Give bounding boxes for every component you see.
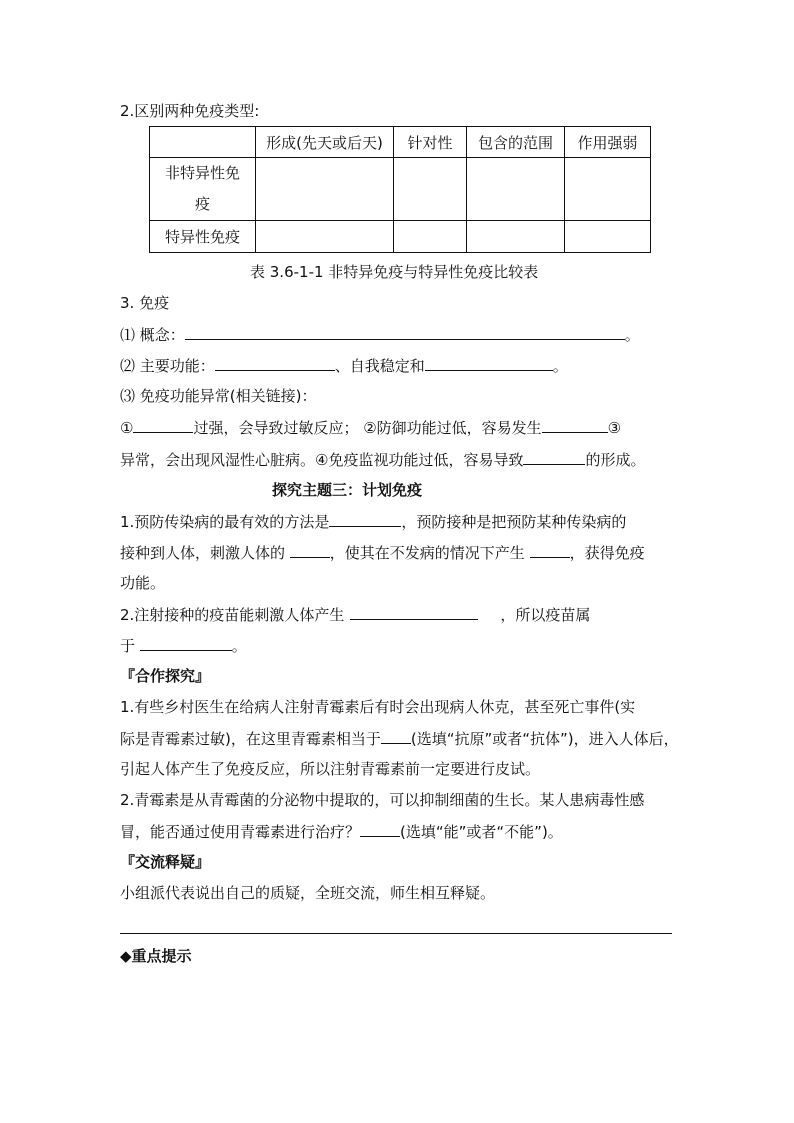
q1-text-c: 接种到人体，刺激人体的 — [120, 544, 290, 562]
table-cell-empty — [394, 158, 467, 221]
cooperate-p1-line-1: 1.有些乡村医生在给病人注射青霉素后有时会出现病人休克，甚至死亡事件(实 — [120, 698, 636, 716]
key-points-heading: ◆重点提示 — [120, 947, 192, 965]
abnormal-blank-1[interactable] — [133, 417, 193, 433]
table-row-name — [150, 158, 256, 221]
functions-end: 。 — [552, 357, 568, 375]
cooperate-p2-line-2 — [120, 821, 563, 842]
q2-line-1 — [120, 604, 590, 625]
table-row — [150, 221, 651, 253]
table-cell-empty — [467, 158, 565, 221]
q1-text-e: ，获得免疫 — [569, 544, 645, 562]
table-header-specificity: 针对性 — [394, 127, 467, 158]
cooperate-p1-text-b: (选填“抗原”或者“抗体”)，进入人体后， — [410, 730, 679, 748]
table-header-formation: 形成(先天或后天) — [256, 127, 394, 158]
cooperate-p2-text-a: 冒，能否通过使用青霉素进行治疗？ — [120, 823, 361, 841]
divider-line — [120, 933, 672, 934]
abnormal-line-1 — [120, 417, 621, 438]
q2-text-d: 。 — [231, 637, 247, 655]
cooperate-p1-text-a: 际是青霉素过敏)，在这里青霉素相当于 — [120, 730, 381, 748]
table-cell-empty — [565, 221, 651, 253]
table-row — [150, 158, 651, 221]
abnormal-text-c: ③ — [607, 419, 622, 437]
q1-blank-2[interactable] — [290, 542, 330, 558]
abnormal-text-a: ① — [120, 419, 134, 437]
row-name-line1: 非特异性免 — [164, 164, 240, 182]
table-row-name: 特异性免疫 — [150, 221, 256, 253]
q2-blank-1[interactable] — [350, 604, 478, 620]
q1-line-3: 功能。 — [120, 574, 166, 592]
function-blank-2[interactable] — [425, 355, 553, 371]
cooperate-p1-line-2 — [120, 728, 679, 749]
table-cell-empty — [394, 221, 467, 253]
table-cell-empty — [256, 221, 394, 253]
concept-end: 。 — [624, 326, 640, 344]
section3-title: 3. 免疫 — [120, 294, 170, 312]
q1-text-a: 1.预防传染病的最有效的方法是 — [120, 513, 330, 531]
q2-text-a: 2.注射接种的疫苗能刺激人体产生 — [120, 606, 345, 624]
q1-text-d: ，使其在不发病的情况下产生 — [329, 544, 530, 562]
cooperate-blank-2[interactable] — [360, 821, 400, 837]
abnormal-label: ⑶ 免疫功能异常(相关链接)： — [120, 387, 317, 405]
table-cell-empty — [256, 158, 394, 221]
q1-blank-1[interactable] — [329, 511, 401, 527]
q2-blank-2[interactable] — [140, 635, 232, 651]
exchange-text: 小组派代表说出自己的质疑，全班交流，师生相互释疑。 — [120, 884, 496, 902]
topic3-heading: 探究主题三：计划免疫 — [272, 481, 423, 499]
abnormal-text-e: 的形成。 — [585, 451, 646, 469]
row-name-line2: 疫 — [194, 195, 210, 213]
section2-title: 2.区别两种免疫类型: — [120, 102, 260, 120]
table-header-strength: 作用强弱 — [565, 127, 651, 158]
functions-line — [120, 355, 568, 376]
exchange-heading: 『交流释疑』 — [120, 853, 211, 871]
table-header-blank — [150, 127, 256, 158]
abnormal-text-d: 异常，会出现风湿性心脏病。④免疫监视功能过低，容易导致 — [120, 451, 524, 469]
q2-text-c: 于 — [120, 637, 140, 655]
function-blank-1[interactable] — [215, 355, 335, 371]
abnormal-blank-3[interactable] — [523, 449, 585, 465]
q1-line-2 — [120, 542, 645, 563]
comparison-table — [149, 126, 651, 253]
functions-label: ⑵ 主要功能： — [120, 357, 215, 375]
concept-label: ⑴ 概念： — [120, 326, 185, 344]
q1-text-b: ，预防接种是把预防某种传染病的 — [401, 513, 627, 531]
cooperate-p1-line-3: 引起人体产生了免疫反应，所以注射青霉素前一定要进行皮试。 — [120, 760, 541, 778]
table-cell-empty — [565, 158, 651, 221]
functions-mid: 、自我稳定和 — [334, 357, 425, 375]
abnormal-blank-2[interactable] — [542, 417, 608, 433]
concept-line — [120, 324, 640, 345]
q1-line-1 — [120, 511, 626, 532]
table-caption: 表 3.6-1-1 非特异免疫与特异性免疫比较表 — [250, 263, 539, 281]
table-header-row — [150, 127, 651, 158]
table-header-scope: 包含的范围 — [467, 127, 565, 158]
table-cell-empty — [467, 221, 565, 253]
cooperate-heading: 『合作探究』 — [120, 667, 211, 685]
cooperate-p2-text-b: (选填“能”或者“不能”)。 — [400, 823, 563, 841]
abnormal-line-2 — [120, 449, 645, 470]
cooperate-blank-1[interactable] — [381, 728, 411, 744]
q1-blank-3[interactable] — [530, 542, 570, 558]
concept-blank[interactable] — [185, 324, 625, 340]
q2-text-b: ，所以疫苗属 — [500, 606, 591, 624]
cooperate-p2-line-1: 2.青霉素是从青霉菌的分泌物中提取的，可以抑制细菌的生长。某人患病毒性感 — [120, 791, 645, 809]
abnormal-text-b: 过强，会导致过敏反应； ②防御功能过低，容易发生 — [193, 419, 542, 437]
q2-line-2 — [120, 635, 247, 656]
